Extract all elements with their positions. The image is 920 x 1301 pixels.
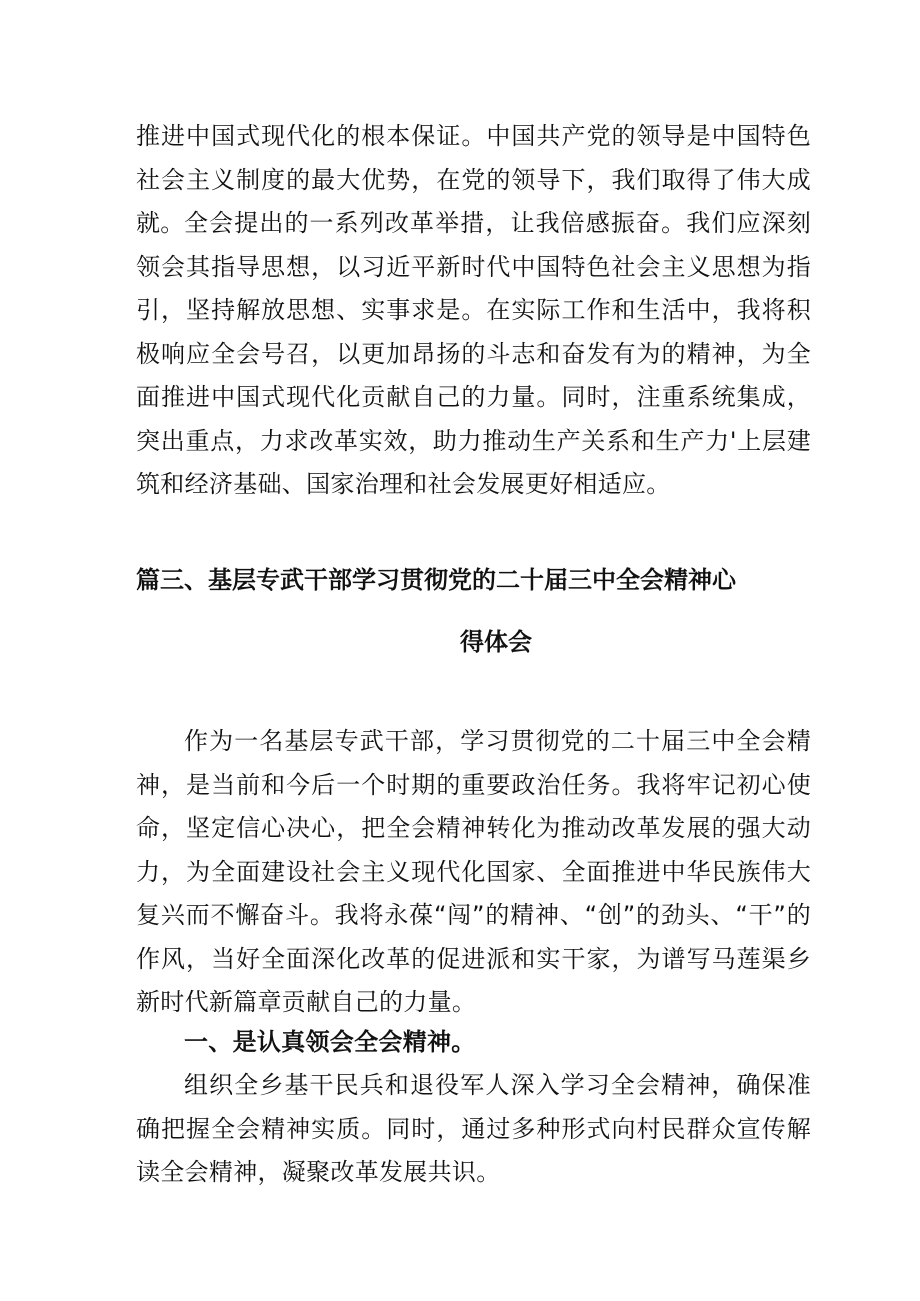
paragraph-4: 组织全乡基干民兵和退役军人深入学习全会精神，确保准确把握全会精神实质。同时，通过多种形式向村民群众宣传解读全会精神，凝聚改革发展共识。 (136, 1071, 811, 1186)
section-heading-line-2: 得体会 (460, 628, 532, 656)
paragraph-3: 作为一名基层专武干部，学习贯彻党的二十届三中全会精神，是当前和今后一个时期的重要政治任务。我将牢记初心使命，坚定信心决心，把全会精神转化为推动改革发展的强大动力，为全面建设社会主义现代化国家、全面推进中华民族伟大复兴而不懈奋斗。我将永葆“闯”的精神、“创”的劲头、“干”的作风，当好全面深化改革的促进派和实干家，为谱写马莲渠乡新时代新篇章贡献自己的力量。 (136, 727, 811, 1016)
subheading-1: 一、是认真领会全会精神。 (184, 1028, 476, 1056)
section-heading-line-1: 篇三、基层专武干部学习贯彻党的二十届三中全会精神心 (136, 566, 736, 594)
paragraph-1: 推进中国式现代化的根本保证。中国共产党的领导是中国特色社会主义制度的最大优势，在党的领导下，我们取得了伟大成就。 (136, 122, 811, 237)
paragraph-2: 全会提出的一系列改革举措，让我倍感振奋。我们应深刻领会其指导思想，以习近平新时代中国特色社会主义思想为指引，坚持解放思想、实事求是。在实际工作和生活中，我将积极响应全会号召，以更加昂扬的斗志和奋发有为的精神，为全面推进中国式现代化贡献自己的力量。同时，注重系统集成，突出重点，力求改革实效，助力推动生产关系和生产力'上层建筑和经济基础、国家治理和社会发展更好相适应。 (136, 209, 811, 498)
